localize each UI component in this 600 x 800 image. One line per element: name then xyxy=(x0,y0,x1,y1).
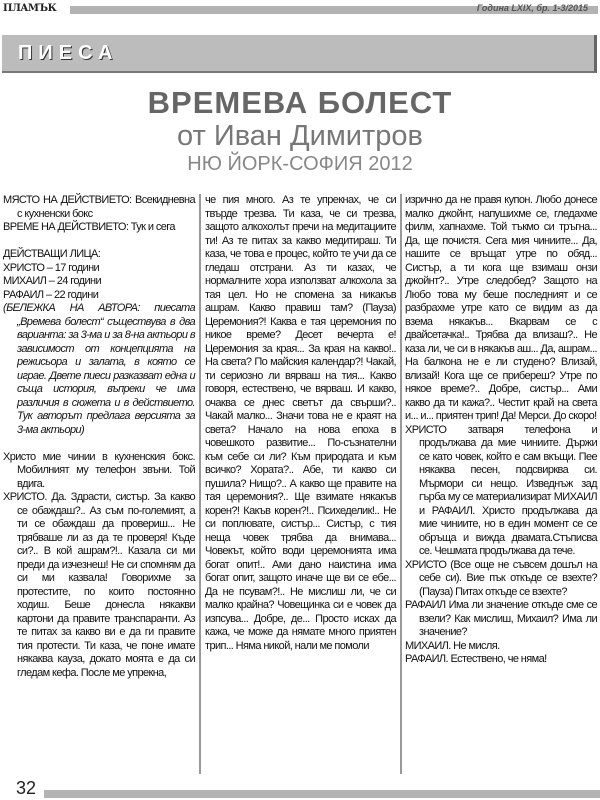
page-number: 32 xyxy=(16,778,37,798)
text-column-2 xyxy=(205,194,396,653)
dialogue-line: МИХАИЛ. Не мисля. xyxy=(405,639,500,652)
play-author: от Иван Димитров xyxy=(177,120,423,152)
stage-direction: Христо мие чинии в кухненския бокс. Мобилният му телефон звъни. Той вдига. xyxy=(3,450,195,490)
cast-heading: ДЕЙСТВАЩИ ЛИЦА: xyxy=(3,248,101,260)
stage-direction: ХРИСТО затваря телефона и продължава да мие чиниите. Държи се като човек, който е сам вкъщи. Пее някаква песен, подсвирква си. Мърмори си нещо. Изведнъж зад гърба му се материализират МИХАИЛ и РАФАИЛ. Христо продължава да мие чиниите, но в един момент се се обръща и вижда двамата.Стъписва се. Чешмата продължава да тече. xyxy=(405,423,597,557)
dialogue-continued: изрично да не правя купон. Любо донесе малко джойнт, напушихме се, гледахме филм, хапнахме. Той тъкмо си тръгна... Да, ще почистя. Сега мия чиниите... Да, нашите се връщат утре по обяд... Систър, а ти кога ще взимаш онзи джойнт?.. Утре следобед? Защото на Любо това му беше последният и се разбрахме утре като се видим аз да взема някакъв... Вкарвам се с двайсетачка!.. Трябва да влизаш?.. Не каза ли, че си в някакъв аш... Да, ашрам... На балкона не е ли студено? Влизай, влизай! Кога ще се прибереш? Утре по някое време?.. Добре, систър... Ами какво да ти кажа?.. Честит край на света и... и... приятен трип! Да! Мерси. До скоро! xyxy=(405,194,597,422)
text-column-1 xyxy=(3,194,195,680)
author-note: (БЕЛЕЖКА НА АВТОРА: пиесата „Времева болест“ съществува в два варианта: за 3-ма и за 8-на актьори в зависимост от концепцията на режисьора и залата, в която се играе. Двете пиеси разказват една и съща история, въпреки че има различия в сюжета и в действието. Тук авторът предлага версията за 3-ма актьори) xyxy=(3,302,195,436)
cast-item: ХРИСТО – 17 години xyxy=(3,261,100,274)
play-title: ВРЕМЕВА БОЛЕСТ xyxy=(147,85,453,120)
column-divider xyxy=(400,194,402,774)
issue-info: Година LXIX, бр. 1-3/2015 xyxy=(476,3,588,13)
dialogue-continued: че пия много. Аз те упрекнах, че си твърде трезва. Ти каза, че си трезва, защото алкохолът пречи на медитациите ти! Аз те питах за какво медитираш. Ти каза, че това е процес, който те учи да се гледаш отстрани. Аз ти казах, че нормалните хора използват алкохола за тая цел. Но не спомена за никакъв ашрам. Какво правиш там? (Пауза) Церемония?! Каква е тая церемония по никое време? Десет вечерта е! Церемония за края... За края на какво!.. На света? По майския календар?! Чакай, ти сериозно ли вярваш на тия... Какво говоря, естествено, че вярваш. И какво, очаква се днес светът да свърши?.. Чакай малко... Значи това не е краят на света? Начало на нова епоха в човешкото развитие... По-съзнателни към себе си ли? Към природата и към всичко? Хората?.. Абе, ти какво си пушила? Нищо?.. А какво ще правите на тая церемония?.. Ще взимате някакъв корен?! Какъв корен?!.. Психеделик!.. Не си поплювате, систър... Систър, с тия неща човек трябва да внимава... Човекът, който води церемонията има богат опит!.. Ами дано наистина има богат опит, защото иначе ще ви се ебе... Да не псувам?!.. Не мислиш ли, че си малко крайна? Човещинка си е човек да изпсува... Добре, де... Просто исках да кажа, че може да нямате много приятен трип... Няма никой, нали ме помоли xyxy=(205,194,396,652)
section-banner xyxy=(2,35,597,73)
cast-item: МИХАИЛ – 24 години xyxy=(3,275,102,287)
magazine-logo: ПЛАМЪК xyxy=(3,3,57,14)
bottom-rule xyxy=(44,790,600,798)
setting-time: ВРЕМЕ НА ДЕЙСТВИЕТО: Тук и сега xyxy=(3,221,175,233)
dialogue-line: РАФАИЛ Има ли значение откъде сме се взели? Как мислиш, Михаил? Има ли значение? xyxy=(405,599,597,638)
dialogue-line: ХРИСТО. Да. Здрасти, систър. За какво се обаждаш?.. Аз съм по-големият, а ти се обаждаш да провериш... Не трябваше ли аз да те проверя! Къде си?.. В кой ашрам?!.. Казала си ми преди да изчезнеш! Не си спомням да си ми казвала! Говорихме за протестите, по които постоянно ходиш. Беше донесла някакви картони да правите транспаранти. Аз те питах за какво ви е да ги правите тия протести. Ти каза, че поне имате някаква кауза, докато моята е да си гледам кефа. После ме упрекна, xyxy=(3,491,195,679)
text-column-3 xyxy=(405,194,597,667)
dialogue-line: РАФАИЛ. Естествено, че няма! xyxy=(405,653,547,665)
setting-place: МЯСТО НА ДЕЙСТВИЕТО: Всекидневна с кухненски бокс xyxy=(3,194,195,220)
cast-item: РАФАИЛ – 22 години xyxy=(3,288,99,301)
column-divider xyxy=(199,194,201,774)
play-place-year: НЮ ЙОРК-СОФИЯ 2012 xyxy=(187,153,413,175)
dialogue-line: ХРИСТО (Все още не съвсем дошъл на себе си). Вие пък откъде се взехте? (Пауза) Питах откъде се взехте? xyxy=(405,558,597,598)
section-title: ПИЕСА xyxy=(18,42,119,64)
